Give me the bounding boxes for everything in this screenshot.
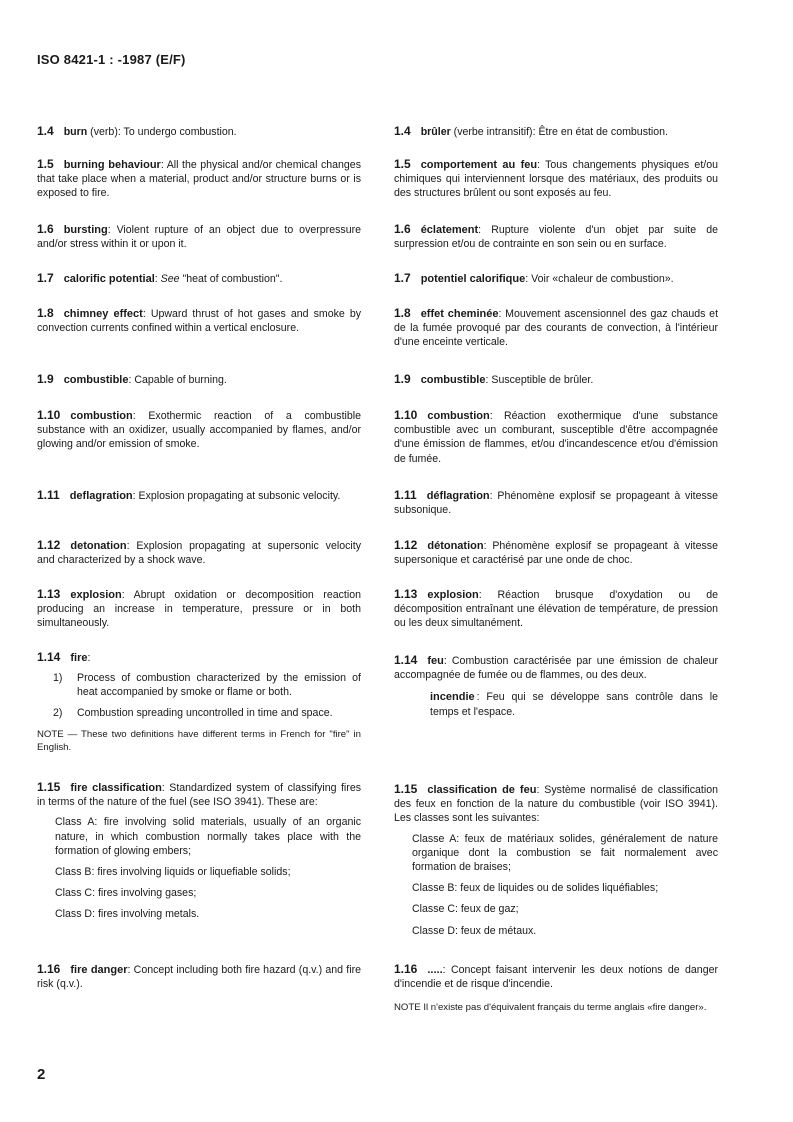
entry-term: comportement au feu	[420, 159, 538, 171]
entry-grammar: (verbe intransitif)	[450, 126, 533, 138]
entry-term: fire danger	[70, 964, 128, 976]
entry-en-1-11	[37, 488, 361, 503]
entry-number: 1.10	[394, 408, 418, 422]
entry-number: 1.8	[37, 306, 54, 320]
entry-separator: :	[483, 540, 493, 552]
entry-separator: :	[127, 964, 134, 976]
entry-definition: Susceptible de brûler.	[491, 374, 594, 386]
entry-number: 1.12	[394, 538, 418, 552]
entry-number: 1.13	[394, 587, 418, 601]
entry-definition: Concept faisant intervenir les deux notions de danger d'incendie et de risque d'incendie.	[394, 964, 719, 991]
entry-term: .....	[427, 964, 443, 976]
entry-fr-1-9	[394, 372, 718, 387]
entry-term: explosion	[70, 589, 122, 601]
entry-term: combustible	[63, 374, 129, 386]
entry-en-1-16	[37, 962, 361, 991]
class-list	[37, 815, 361, 921]
entry-definition: Capable of burning.	[134, 374, 227, 386]
entry-separator: :	[132, 490, 139, 502]
item-marker: 2)	[53, 706, 63, 719]
entry-separator: :	[160, 159, 167, 171]
entry-definition: Phénomène explosif se propageant à vitesse subsonique.	[394, 490, 718, 517]
entry-term: brûler	[420, 126, 451, 138]
entry-number: 1.15	[394, 782, 418, 796]
entry-separator: :	[485, 374, 492, 386]
entry-number: 1.5	[394, 157, 411, 171]
entry-separator: :	[87, 652, 91, 664]
entry-en-1-8	[37, 306, 361, 335]
entry-separator: :	[489, 410, 505, 422]
entry-fr-1-11	[394, 488, 718, 517]
entry-separator: :	[532, 126, 539, 138]
entry-separator: :	[443, 655, 452, 667]
entry-number: 1.15	[37, 780, 61, 794]
class-item: Classe B: feux de liquides ou de solides liquéfiables;	[412, 882, 659, 895]
entry-note: NOTE Il n'existe pas d'équivalent français du terme anglais «fire danger».	[394, 1002, 707, 1014]
entry-number: 1.14	[37, 650, 61, 664]
item-text: Process of combustion characterized by the emission of heat accompanied by smoke or flame or both.	[77, 672, 361, 699]
entry-term: chimney effect	[63, 308, 143, 320]
entry-term: combustion	[70, 410, 133, 422]
class-item: Classe D: feux de métaux.	[412, 924, 537, 937]
page-number: 2	[37, 1066, 46, 1083]
synonym-definition: Feu qui se développe sans contrôle dans le temps et l'espace.	[430, 691, 718, 718]
entry-term: bursting	[63, 224, 108, 236]
entry-separator: :	[525, 273, 532, 285]
entry-separator: :	[478, 224, 492, 236]
entry-separator: :	[142, 308, 151, 320]
entry-en-1-5	[37, 157, 361, 201]
entry-term: classification de feu	[427, 784, 537, 796]
entry-definition: Phénomène explosif se propageant à vitesse supersonique et caractérisé par une onde de choc.	[394, 540, 718, 567]
entry-number: 1.9	[394, 372, 411, 386]
entry-definition: Réaction exothermique d'une substance combustible avec un comburant, susceptible d'être accompagnée d'une émission de flammes, et/ou d'incandescence et/ou d'émission de fumée.	[394, 410, 718, 465]
entry-separator: :	[132, 410, 149, 422]
entry-term: détonation	[427, 540, 484, 552]
entry-fr-1-10	[394, 408, 718, 466]
entry-term: déflagration	[426, 490, 490, 502]
entry-term: combustion	[427, 410, 490, 422]
entry-fr-1-16	[394, 962, 718, 1014]
entry-term: burn	[63, 126, 88, 138]
entry-definition: Combustion caractérisée par une émission de chaleur accompagnée de fumée ou de flammes, ou des deux.	[394, 655, 718, 682]
entry-term: explosion	[427, 589, 479, 601]
entry-separator: :	[536, 784, 545, 796]
document-header: ISO 8421-1 : -1987 (E/F)	[37, 52, 186, 67]
entry-definition: Système normalisé de classification des feux en fonction de la nature du combustible (voir ISO 3941). Les classes sont les suivantes:	[394, 784, 718, 825]
entry-term: fire classification	[70, 782, 162, 794]
class-item: Class B: fires involving liquids or liquefiable solids;	[55, 866, 291, 879]
entry-separator: :	[478, 589, 498, 601]
entry-definition: Explosion propagating at supersonic velocity and characterized by a shock wave.	[37, 540, 361, 567]
entry-term: burning behaviour	[63, 159, 161, 171]
entry-definition: Concept including both fire hazard (q.v.) and fire risk (q.v.).	[37, 964, 361, 991]
entry-definition: To undergo combustion.	[123, 126, 237, 138]
entry-separator: :	[537, 159, 546, 171]
class-list	[394, 832, 718, 938]
entry-separator: :	[161, 782, 170, 794]
class-item: Class A: fire involving solid materials, usually of an organic nature, in which combustion normally takes place with the formation of glowing embers;	[55, 816, 361, 857]
entry-fr-1-15	[394, 782, 718, 938]
entry-en-1-4	[37, 124, 361, 139]
entry-number: 1.7	[394, 271, 411, 285]
entry-en-1-15	[37, 780, 361, 922]
entry-definition: Tous changements physiques et/ou chimiques qui interviennent lorsque des matériaux, des produits ou des structures brûlent ou sont exposés au feu.	[394, 159, 718, 200]
entry-number: 1.6	[394, 222, 411, 236]
entry-en-1-6	[37, 222, 361, 251]
definition-item	[37, 671, 361, 699]
entry-fr-1-8	[394, 306, 718, 350]
synonym-term: incendie	[430, 691, 475, 704]
entry-definition: Réaction brusque d'oxydation ou de décomposition entraînant une élévation de température, de pression ou les deux simultanément.	[394, 589, 718, 630]
entry-separator: :	[128, 374, 135, 386]
entry-fr-1-5	[394, 157, 718, 201]
entry-number: 1.11	[37, 488, 60, 502]
entry-number: 1.5	[37, 157, 54, 171]
entry-number: 1.16	[394, 962, 418, 976]
entry-en-1-14	[37, 650, 361, 754]
entry-separator: :	[442, 964, 451, 976]
entry-number: 1.9	[37, 372, 54, 386]
entry-fr-1-13	[394, 587, 718, 631]
entry-separator: :	[498, 308, 506, 320]
entry-definition: Abrupt oxidation or decomposition reaction producing an increase in temperature, pressure or in both simultaneously.	[37, 589, 361, 630]
entry-fr-1-6	[394, 222, 718, 251]
item-marker: 1)	[53, 672, 63, 685]
entry-definition: Rupture violente d'un objet par suite de surpression et/ou de contrainte en son sein ou en surface.	[394, 224, 718, 251]
entry-definition: Upward thrust of hot gases and smoke by convection currents confined within a vertical enclosure.	[37, 308, 362, 335]
entry-separator: :	[121, 589, 134, 601]
entry-en-1-9	[37, 372, 361, 387]
entry-term: combustible	[420, 374, 486, 386]
definition-item	[37, 706, 361, 720]
entry-term: deflagration	[69, 490, 133, 502]
entry-number: 1.11	[394, 488, 417, 502]
entry-see-reference: See	[160, 273, 180, 285]
entry-term: feu	[427, 655, 444, 667]
entry-term: effet cheminée	[420, 308, 499, 320]
entry-term: fire	[70, 652, 88, 664]
entry-number: 1.7	[37, 271, 54, 285]
entry-fr-1-7	[394, 271, 718, 286]
entry-synonym	[430, 690, 718, 718]
entry-separator: :	[117, 126, 124, 138]
class-item: Classe C: feux de gaz;	[412, 903, 519, 916]
entry-separator: :	[126, 540, 137, 552]
entry-number: 1.12	[37, 538, 61, 552]
entry-number: 1.8	[394, 306, 411, 320]
item-text: Combustion spreading uncontrolled in time and space.	[77, 706, 333, 719]
entry-number: 1.4	[37, 124, 54, 138]
entry-term: calorific potential	[63, 273, 155, 285]
entry-separator: :	[107, 224, 117, 236]
entry-separator: :	[154, 273, 161, 285]
entry-en-1-10	[37, 408, 361, 452]
entry-definition: Voir «chaleur de combustion».	[531, 273, 674, 285]
entry-definition: Être en état de combustion.	[538, 126, 669, 138]
entry-en-1-7	[37, 271, 361, 286]
class-item: Class C: fires involving gases;	[55, 887, 197, 900]
entry-fr-1-14	[394, 653, 718, 719]
entry-definition: Explosion propagating at subsonic velocity.	[138, 490, 341, 502]
entry-definition: Exothermic reaction of a combustible substance with an oxidizer, usually accompanied by flames, and/or glowing and/or emission of smoke.	[37, 410, 362, 451]
synonym-separator: :	[476, 691, 487, 704]
entry-number: 1.14	[394, 653, 418, 667]
entry-term: detonation	[70, 540, 127, 552]
entry-number: 1.10	[37, 408, 61, 422]
entry-separator: :	[489, 490, 498, 502]
entry-number: 1.6	[37, 222, 54, 236]
entry-definition: Mouvement ascensionnel des gaz chauds et de la fumée provoqué par des courants de convection, à l'intérieur d'une enceinte verticale.	[394, 308, 719, 349]
entry-fr-1-4	[394, 124, 718, 139]
class-item: Classe A: feux de matériaux solides, généralement de nature organique dont la combustion se fait normalement avec formation de braises;	[412, 832, 718, 874]
entry-term: éclatement	[420, 224, 479, 236]
entry-fr-1-12	[394, 538, 718, 567]
entry-number: 1.16	[37, 962, 61, 976]
entry-en-1-13	[37, 587, 361, 631]
entry-number: 1.13	[37, 587, 61, 601]
entry-note: NOTE — These two definitions have different terms in French for "fire" in English.	[37, 728, 361, 753]
entry-definition: All the physical and/or chemical changes that take place when a material, product and/or structure burns or is exposed to fire.	[37, 159, 361, 200]
entry-definition: "heat of combustion".	[179, 273, 283, 285]
entry-definition: Standardized system of classifying fires in terms of the nature of the fuel (see ISO 3941). These are:	[37, 782, 362, 809]
class-item: Class D: fires involving metals.	[55, 908, 200, 921]
entry-en-1-12	[37, 538, 361, 567]
entry-definition: Violent rupture of an object due to overpressure and/or stress within it or upon it.	[37, 224, 362, 251]
entry-term: potentiel calorifique	[420, 273, 526, 285]
entry-number: 1.4	[394, 124, 411, 138]
entry-grammar: (verb)	[87, 126, 118, 138]
